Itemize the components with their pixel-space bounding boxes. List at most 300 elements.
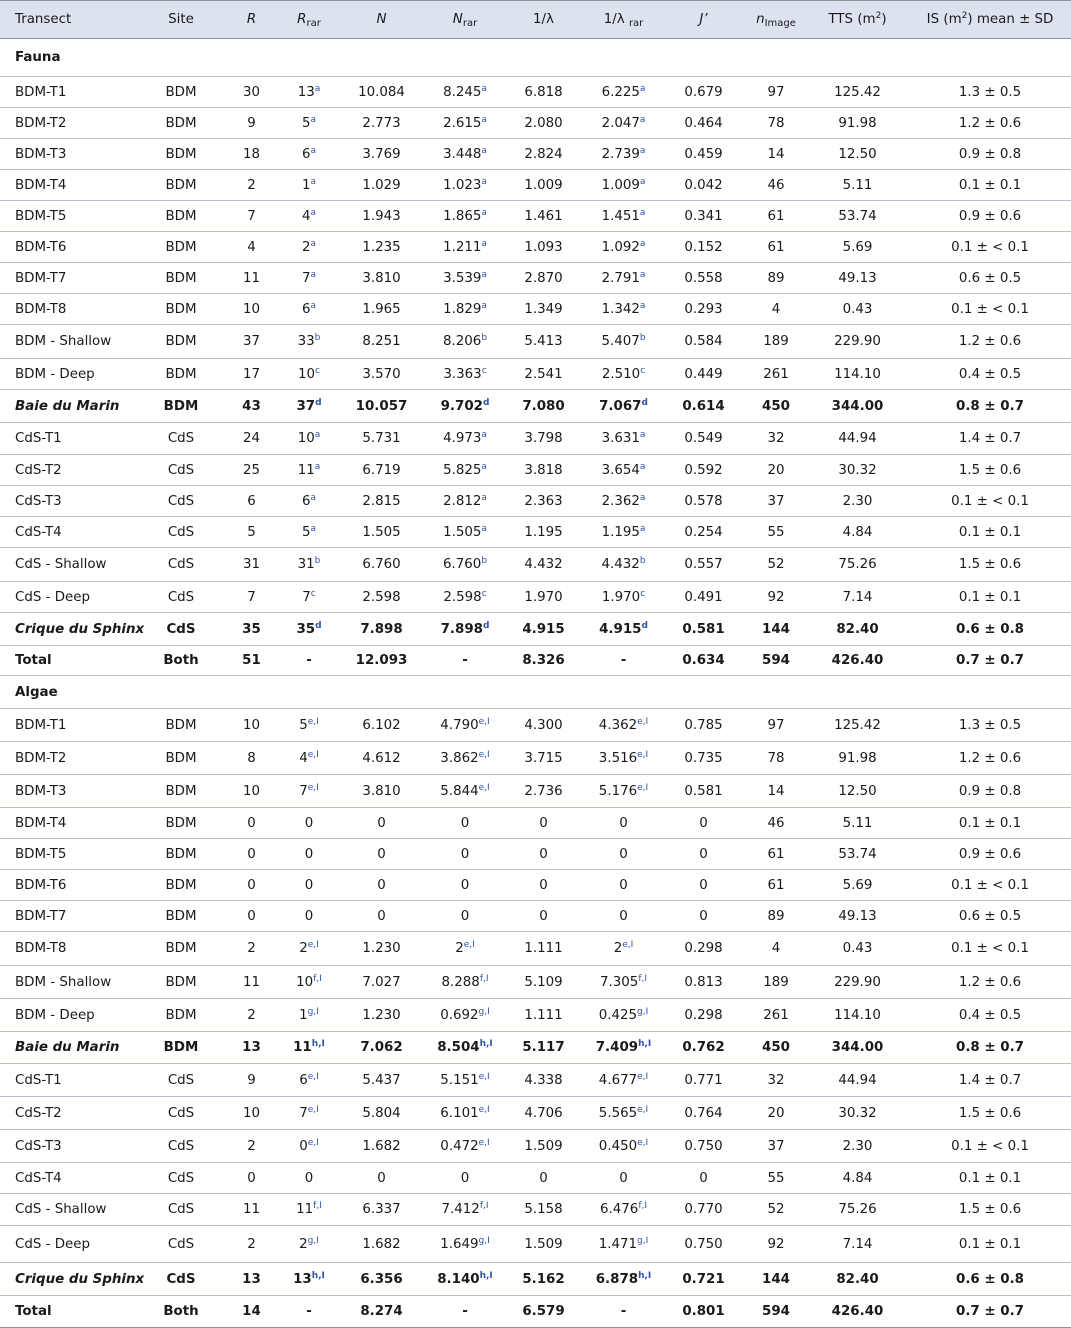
table-cell: 0.293	[684, 301, 723, 317]
table-cell: 144	[762, 621, 790, 637]
cell-value: 3.631	[601, 431, 640, 446]
table-cell: 4.84	[842, 524, 873, 540]
table-row	[0, 999, 1071, 1032]
table-cell: 4	[247, 239, 256, 255]
table-cell: BDM-T7	[15, 270, 67, 286]
table-cell: 0.6 ± 0.5	[958, 270, 1022, 286]
table-cell: 49.13	[838, 270, 877, 286]
table-cell: 7.062	[360, 1040, 403, 1055]
table-cell: CdS	[167, 1236, 195, 1252]
table-cell: BDM-T2	[15, 750, 67, 766]
table-cell	[284, 1097, 334, 1130]
cell-value: 8.245	[443, 84, 482, 100]
table-cell: 189	[763, 334, 789, 349]
table-cell: CdS - Deep	[15, 1236, 90, 1252]
section-row	[0, 39, 1071, 77]
table-cell	[429, 325, 501, 359]
table-cell: 37	[767, 493, 785, 509]
table-cell	[586, 932, 661, 966]
table-cell	[586, 1194, 661, 1226]
cell-footnote-marker: e,I	[307, 1104, 319, 1115]
cell-value: 7	[301, 270, 311, 286]
table-cell: CdS - Shallow	[15, 557, 107, 572]
column-header	[586, 1, 661, 39]
cell-value: 2	[613, 941, 623, 956]
cell-value: 5.825	[443, 462, 482, 478]
table-cell: 0	[247, 908, 256, 924]
column-header	[806, 1, 909, 39]
cell-footnote-marker: b	[481, 556, 488, 566]
table-cell	[586, 1032, 661, 1064]
table-cell	[429, 1064, 501, 1097]
table-cell: 0.254	[684, 524, 723, 540]
table-cell: BDM	[165, 177, 197, 193]
table-cell: 37	[242, 334, 261, 349]
table-cell: 11	[242, 270, 261, 286]
table-cell: BDM	[165, 974, 197, 990]
table-cell: 7.14	[842, 1236, 873, 1252]
table-cell: 44.94	[838, 1072, 877, 1088]
table-cell: 1.235	[362, 239, 401, 255]
table-cell: 2	[247, 1007, 256, 1023]
column-header	[284, 1, 334, 39]
table-cell: 2.30	[842, 1138, 873, 1154]
cell-value: 5.151	[440, 1072, 479, 1088]
table-cell: CdS	[167, 493, 195, 509]
cell-value: 4	[299, 750, 308, 766]
table-cell: BDM-T1	[15, 84, 67, 100]
table-cell: 0.8 ± 0.7	[956, 398, 1024, 414]
table-cell: 2.080	[524, 115, 563, 131]
table-row	[0, 423, 1071, 455]
table-cell: 0.9 ± 0.8	[958, 146, 1022, 162]
table-cell: Total	[15, 653, 52, 668]
cell-footnote-marker: h,I	[479, 1270, 493, 1281]
table-cell	[586, 201, 661, 232]
table-cell: 89	[767, 270, 785, 286]
cell-value: 4.432	[601, 557, 640, 572]
table-cell: 5.162	[522, 1271, 565, 1287]
table-cell: BDM-T5	[15, 846, 67, 862]
table-cell: 0.1 ± 0.1	[958, 1236, 1022, 1252]
column-header	[661, 1, 746, 39]
column-header-suffix: )	[881, 12, 887, 27]
table-cell: 0	[377, 846, 386, 862]
table-cell: 1.230	[362, 941, 401, 956]
table-cell: BDM-T5	[15, 208, 67, 224]
cell-value: 0.425	[598, 1007, 638, 1023]
table-cell: 0.764	[684, 1105, 723, 1121]
cell-value: 1.471	[598, 1236, 638, 1252]
table-cell: 1.195	[524, 524, 563, 540]
table-cell: 12.093	[355, 653, 408, 668]
table-cell	[284, 325, 334, 359]
table-cell: 1.5 ± 0.6	[958, 462, 1022, 478]
table-cell: 261	[763, 1007, 789, 1023]
table-cell	[429, 1263, 501, 1296]
table-cell: -	[462, 1304, 468, 1319]
cell-value: 6	[301, 493, 311, 509]
table-cell: 10	[242, 1105, 261, 1121]
table-cell: CdS	[167, 557, 195, 572]
table-cell: 82.40	[836, 1271, 879, 1287]
table-cell	[586, 77, 661, 108]
cell-footnote-marker: a	[310, 492, 317, 503]
table-cell	[586, 232, 661, 263]
cell-value: 1.092	[601, 239, 640, 255]
column-header	[219, 1, 284, 39]
cell-footnote-marker: a	[481, 523, 487, 534]
table-cell	[284, 966, 334, 999]
table-cell: 10	[242, 783, 261, 799]
table-cell: 4.432	[524, 557, 563, 572]
table-cell: 2	[247, 941, 256, 956]
table-cell: 0.1 ± 0.1	[958, 177, 1022, 193]
table-row	[0, 108, 1071, 139]
table-cell: 5.11	[842, 815, 873, 831]
table-cell: 450	[762, 1040, 790, 1055]
table-cell: 2.736	[524, 783, 563, 799]
cell-footnote-marker: a	[639, 523, 646, 534]
cell-footnote-marker: a	[310, 145, 317, 156]
table-cell: 0.679	[684, 84, 723, 100]
table-cell: 0.341	[684, 208, 723, 224]
table-cell	[429, 517, 501, 548]
table-cell: 43	[242, 398, 261, 414]
table-cell	[586, 139, 661, 170]
table-cell: 52	[767, 1202, 785, 1217]
table-row	[0, 932, 1071, 966]
table-cell: 1.029	[362, 177, 401, 193]
cell-footnote-marker: a	[481, 300, 487, 311]
column-header-subscript: rar	[462, 18, 478, 29]
table-cell: 10.084	[358, 84, 405, 100]
table-cell: BDM-T1	[15, 717, 67, 733]
table-cell: 0	[460, 908, 470, 924]
table-row	[0, 901, 1071, 932]
column-header-subscript: rar	[628, 18, 644, 29]
table-cell: 0.1 ± 0.1	[958, 589, 1022, 605]
table-cell: 0	[699, 846, 708, 862]
table-cell: BDM-T7	[15, 908, 67, 924]
table-row	[0, 1130, 1071, 1163]
cell-value: 5	[301, 524, 311, 540]
table-cell: BDM-T3	[15, 783, 67, 799]
table-cell: 91.98	[838, 115, 877, 131]
cell-value: 1.342	[601, 301, 640, 317]
column-header-subscript: rar	[306, 18, 321, 29]
table-cell: 0.592	[684, 462, 723, 478]
table-cell	[429, 232, 501, 263]
column-header-label: R	[246, 12, 257, 27]
cell-footnote-marker: c	[640, 365, 646, 376]
cell-footnote-marker: a	[310, 238, 317, 249]
cell-value: 3.363	[443, 366, 482, 382]
cell-value: 3.654	[601, 462, 640, 478]
table-cell	[284, 1263, 334, 1296]
table-cell	[284, 775, 334, 808]
table-cell: 7.080	[522, 398, 565, 414]
table-cell: 0.584	[684, 334, 723, 349]
table-cell: 0.298	[684, 941, 723, 956]
table-cell	[429, 77, 501, 108]
cell-value: 7.898	[440, 621, 483, 637]
cell-footnote-marker: a	[481, 238, 487, 249]
table-cell: 32	[767, 431, 785, 446]
cell-footnote-marker: a	[481, 461, 487, 472]
table-cell: 0	[377, 1170, 386, 1186]
column-header	[0, 1, 143, 39]
table-cell: 114.10	[834, 366, 881, 382]
cell-value: 6	[301, 146, 311, 162]
table-cell: BDM-T4	[15, 177, 67, 193]
table-cell: 7	[247, 589, 256, 605]
table-cell: 61	[767, 239, 785, 255]
table-cell: 6.818	[524, 84, 563, 100]
table-cell: 344.00	[831, 1040, 884, 1055]
cell-value: 13	[297, 84, 315, 100]
table-cell	[429, 582, 501, 613]
table-cell: CdS	[166, 621, 196, 637]
cell-footnote-marker: d	[315, 620, 322, 631]
cell-footnote-marker: a	[481, 430, 487, 440]
cell-value: 5.407	[601, 334, 640, 349]
table-cell: 426.40	[831, 1304, 884, 1319]
table-cell: 7	[247, 208, 256, 224]
table-row	[0, 775, 1071, 808]
table-cell	[284, 263, 334, 294]
table-cell: 229.90	[834, 974, 881, 990]
table-cell: 0	[619, 846, 628, 862]
cell-value: 7.067	[599, 398, 642, 414]
table-cell	[586, 170, 661, 201]
table-cell	[429, 139, 501, 170]
cell-value: 1.023	[443, 177, 482, 193]
table-cell: 1.009	[524, 177, 563, 193]
table-cell	[429, 548, 501, 582]
table-row	[0, 1226, 1071, 1263]
column-header-label: TTS (m	[828, 12, 876, 27]
table-cell: 0.9 ± 0.6	[958, 846, 1022, 862]
table-cell: 5.437	[362, 1072, 401, 1088]
table-cell: 3.769	[362, 146, 401, 162]
cell-value: 10	[296, 974, 314, 990]
cell-value: 3.862	[440, 750, 479, 766]
table-cell: 1.2 ± 0.6	[958, 974, 1022, 990]
table-cell: 0	[460, 846, 470, 862]
table-cell: 6	[247, 493, 256, 509]
table-cell: 0	[247, 846, 256, 862]
column-header	[909, 1, 1071, 39]
table-cell: 125.42	[834, 84, 881, 100]
table-cell	[429, 486, 501, 517]
table-row	[0, 548, 1071, 582]
table-row	[0, 517, 1071, 548]
table-cell: 0.549	[684, 431, 723, 446]
table-cell: 0	[699, 908, 708, 924]
table-cell: -	[306, 653, 312, 668]
table-cell	[586, 1097, 661, 1130]
table-cell: 5.731	[362, 431, 401, 446]
column-header	[143, 1, 219, 39]
table-cell	[284, 359, 334, 390]
cell-value: 6.225	[601, 84, 640, 100]
cell-footnote-marker: h,I	[311, 1039, 325, 1049]
cell-footnote-marker: a	[314, 83, 321, 94]
table-cell	[586, 742, 661, 775]
cell-footnote-marker: e,I	[307, 940, 319, 950]
table-cell: 1.4 ± 0.7	[958, 1072, 1022, 1088]
cell-footnote-marker: c	[310, 588, 316, 599]
table-cell: 0.1 ± 0.1	[958, 815, 1022, 831]
table-cell: 30.32	[838, 1105, 877, 1121]
table-cell: BDM	[163, 1040, 199, 1055]
table-cell	[429, 390, 501, 423]
table-cell: 1.5 ± 0.6	[958, 557, 1022, 572]
cell-footnote-marker: e,I	[478, 1104, 490, 1115]
cell-value: 4	[301, 208, 311, 224]
section-label: Algae	[15, 684, 58, 700]
table-cell: 2.773	[362, 115, 401, 131]
cell-footnote-marker: a	[310, 176, 317, 187]
table-cell	[284, 613, 334, 646]
table-row	[0, 359, 1071, 390]
column-header-superscript: 2	[961, 11, 968, 21]
table-row	[0, 582, 1071, 613]
cell-footnote-marker: a	[310, 207, 317, 218]
table-cell: 0.1 ± < 0.1	[951, 493, 1029, 509]
table-cell	[429, 775, 501, 808]
table-cell	[429, 742, 501, 775]
cell-footnote-marker: a	[314, 461, 321, 472]
cell-footnote-marker: a	[481, 83, 487, 94]
table-row	[0, 455, 1071, 486]
cell-footnote-marker: c	[481, 588, 487, 599]
table-cell	[284, 1226, 334, 1263]
table-cell: 0	[539, 1170, 548, 1186]
table-cell: 0	[539, 877, 548, 893]
table-cell: 0	[304, 846, 314, 862]
table-cell: Crique du Sphinx	[15, 1271, 145, 1287]
table-cell: 8	[247, 750, 256, 766]
table-cell	[586, 263, 661, 294]
table-cell: BDM	[165, 846, 197, 862]
table-cell: CdS-T2	[15, 1105, 62, 1121]
header-row	[0, 1, 1071, 39]
table-cell: CdS	[167, 589, 195, 605]
table-cell: 0.735	[684, 750, 723, 766]
cell-footnote-marker: f,I	[479, 973, 489, 984]
cell-value: 4.915	[599, 621, 642, 637]
cell-footnote-marker: e,I	[307, 1137, 319, 1148]
table-cell: 0	[619, 877, 628, 893]
site-summary-row	[0, 390, 1071, 423]
table-cell	[429, 966, 501, 999]
table-cell: 0	[619, 815, 628, 831]
cell-value: 37	[296, 398, 316, 414]
table-cell: Both	[163, 653, 199, 668]
cell-footnote-marker: c	[640, 588, 646, 599]
cell-value: 4.790	[440, 717, 479, 733]
cell-value: 1.649	[440, 1236, 479, 1252]
table-cell: 0	[247, 815, 256, 831]
cell-footnote-marker: e,I	[307, 716, 319, 727]
table-cell: 37	[767, 1138, 785, 1154]
table-row	[0, 232, 1071, 263]
table-cell: 0.1 ± < 0.1	[951, 877, 1029, 893]
table-cell: 1.970	[524, 589, 563, 605]
cell-value: 1.865	[443, 208, 482, 224]
table-cell: -	[620, 1304, 627, 1319]
table-cell: 20	[767, 1105, 785, 1121]
table-cell: 61	[767, 846, 785, 862]
table-cell	[429, 359, 501, 390]
cell-value: 1.970	[601, 589, 641, 605]
cell-footnote-marker: d	[482, 620, 490, 631]
table-cell: 14	[767, 146, 785, 162]
table-cell	[586, 455, 661, 486]
table-cell: -	[306, 1304, 312, 1319]
table-cell: 18	[242, 146, 261, 162]
cell-footnote-marker: e,I	[622, 940, 634, 950]
cell-value: 2	[455, 941, 464, 956]
cell-footnote-marker: d	[482, 397, 490, 408]
table-cell: 1.111	[524, 1007, 563, 1023]
table-cell: 344.00	[831, 398, 884, 414]
table-cell	[429, 294, 501, 325]
table-cell: Baie du Marin	[15, 398, 120, 414]
table-cell: 0	[304, 877, 314, 893]
cell-footnote-marker: a	[481, 145, 487, 156]
table-cell	[429, 1194, 501, 1226]
table-cell: 8.326	[522, 653, 565, 668]
table-cell: 3.810	[362, 783, 401, 799]
table-cell: 52	[767, 557, 785, 572]
table-cell: CdS-T4	[15, 1170, 62, 1186]
table-cell: Crique du Sphinx	[15, 621, 145, 637]
cell-footnote-marker: a	[314, 430, 321, 440]
column-header	[501, 1, 586, 39]
table-cell: 0.6 ± 0.8	[956, 621, 1024, 637]
table-cell: 78	[767, 750, 785, 766]
table-cell: -	[620, 653, 627, 668]
table-cell: 4	[771, 941, 781, 956]
cell-footnote-marker: b	[481, 333, 488, 343]
table-row	[0, 201, 1071, 232]
cell-footnote-marker: h,I	[311, 1270, 325, 1281]
table-cell: 4.300	[524, 717, 563, 733]
cell-value: 6	[299, 1072, 308, 1088]
cell-footnote-marker: h,I	[638, 1039, 652, 1049]
table-cell: 4.915	[522, 621, 565, 637]
table-cell: 114.10	[834, 1007, 881, 1023]
column-header-label: IS (m	[926, 12, 962, 27]
table-cell: 0	[377, 815, 386, 831]
table-cell: -	[462, 653, 468, 668]
table-cell: 0.581	[682, 621, 725, 637]
cell-value: 0.692	[440, 1007, 479, 1023]
cell-footnote-marker: a	[310, 300, 317, 311]
cell-value: 35	[296, 621, 316, 637]
cell-value: 6.878	[595, 1271, 639, 1287]
table-cell: 0	[539, 815, 548, 831]
table-cell: BDM	[165, 146, 197, 162]
table-cell	[586, 999, 661, 1032]
cell-value: 1.009	[601, 177, 640, 193]
cell-value: 4.677	[598, 1072, 638, 1088]
table-cell: 0	[539, 908, 548, 924]
cell-value: 2	[299, 941, 308, 956]
